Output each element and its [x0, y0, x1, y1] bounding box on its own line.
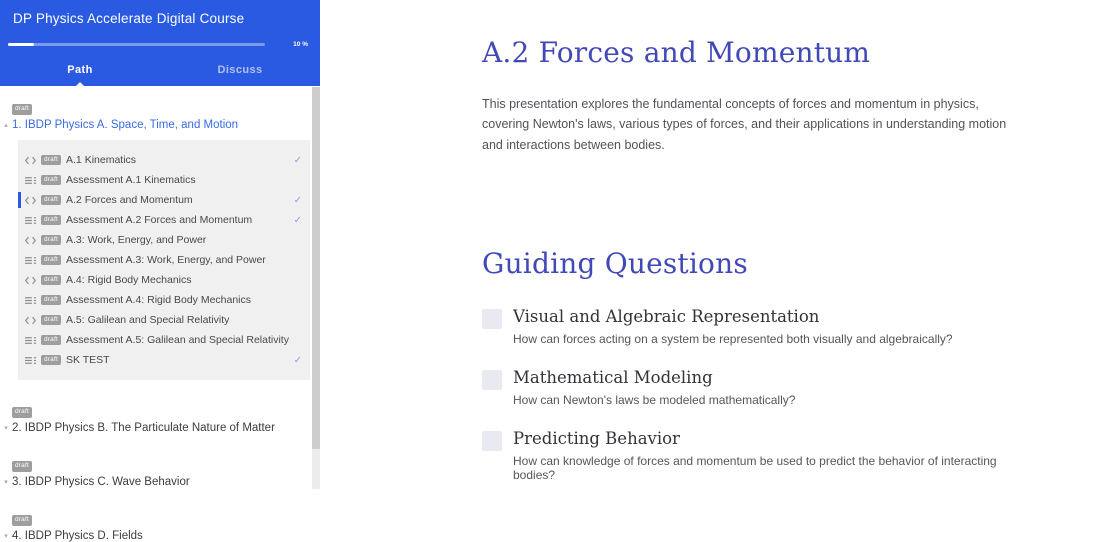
check-icon: ✓ [293, 214, 302, 226]
toc-icon [25, 296, 36, 305]
lesson-item-label: Assessment A.2 Forces and Momentum [66, 214, 253, 226]
draft-badge: draft [41, 195, 61, 206]
sidebar-scrollbar[interactable] [312, 87, 320, 489]
check-icon: ✓ [293, 154, 302, 166]
section-title-link[interactable]: 3. IBDP Physics C. Wave Behavior [12, 476, 190, 488]
lesson-item[interactable] [18, 210, 310, 230]
toc-icon [25, 256, 36, 265]
check-icon: ✓ [293, 354, 302, 366]
expand-arrow-icon[interactable]: ▾ [4, 533, 8, 540]
section-title-link[interactable]: 4. IBDP Physics D. Fields [12, 530, 143, 542]
section-title-link[interactable]: 1. IBDP Physics A. Space, Time, and Motion [12, 119, 239, 131]
check-icon: ✓ [293, 194, 302, 206]
lesson-item[interactable] [18, 230, 310, 250]
lesson-item-label: A.1 Kinematics [66, 154, 137, 166]
toc-icon [25, 216, 36, 225]
lesson-item-label: Assessment A.5: Galilean and Special Relativity [66, 334, 289, 346]
lesson-item[interactable] [18, 350, 310, 370]
lesson-item-label: Assessment A.1 Kinematics [66, 174, 196, 186]
course-sidebar [0, 0, 320, 542]
sidebar-tabs [0, 57, 320, 87]
tab-discuss[interactable]: Discuss [217, 64, 263, 76]
draft-badge: draft [41, 255, 61, 266]
lesson-item-label: A.2 Forces and Momentum [66, 194, 193, 206]
question-text: How can knowledge of forces and momentum be used to predict the behavior of interacting bodies? [513, 453, 997, 482]
progress-percent-label: 10 % [293, 41, 308, 48]
draft-badge: draft [41, 215, 61, 226]
lesson-title: A.2 Forces and Momentum [482, 36, 871, 69]
course-section [0, 508, 320, 542]
guiding-question [482, 429, 1040, 482]
code-icon [25, 156, 36, 165]
bullet-square-icon [482, 309, 502, 329]
lesson-item-label: A.4: Rigid Body Mechanics [66, 274, 192, 286]
draft-badge: draft [12, 104, 32, 115]
tab-path[interactable]: Path [67, 64, 93, 76]
guiding-question [482, 307, 1040, 346]
progress-fill [8, 43, 34, 46]
toc-icon [25, 176, 36, 185]
progress-bar [8, 43, 265, 46]
lesson-item[interactable] [18, 310, 310, 330]
code-icon [25, 236, 36, 245]
course-section [0, 454, 320, 488]
lesson-item[interactable] [18, 190, 310, 210]
bullet-square-icon [482, 370, 502, 390]
lesson-item-label: A.3: Work, Energy, and Power [66, 234, 207, 246]
lesson-item-label: Assessment A.4: Rigid Body Mechanics [66, 294, 252, 306]
lesson-item[interactable] [18, 170, 310, 190]
guiding-questions-list [482, 307, 1040, 482]
code-icon [25, 276, 36, 285]
course-section [0, 400, 320, 434]
draft-badge: draft [41, 235, 61, 246]
question-title: Mathematical Modeling [513, 367, 713, 387]
draft-badge: draft [12, 515, 32, 526]
lesson-intro: This presentation explores the fundamental concepts of forces and momentum in physics, covering Newton's laws, various types of forces, and their applications in understanding motion and interactions between bodies. [482, 97, 1007, 152]
guiding-questions-heading: Guiding Questions [482, 246, 748, 280]
expand-arrow-icon[interactable]: ▴ [4, 122, 8, 129]
expand-arrow-icon[interactable]: ▾ [4, 425, 8, 432]
lesson-item-label: Assessment A.3: Work, Energy, and Power [66, 254, 266, 266]
draft-badge: draft [41, 155, 61, 166]
draft-badge: draft [41, 335, 61, 346]
code-icon [25, 316, 36, 325]
question-title: Visual and Algebraic Representation [513, 306, 820, 326]
course-path-tree [0, 86, 320, 542]
draft-badge: draft [41, 275, 61, 286]
draft-badge: draft [41, 315, 61, 326]
draft-badge: draft [12, 407, 32, 418]
course-progress [0, 41, 320, 48]
expand-arrow-icon[interactable]: ▾ [4, 479, 8, 486]
draft-badge: draft [41, 355, 61, 366]
question-title: Predicting Behavior [513, 428, 680, 448]
sidebar-header [0, 0, 320, 86]
toc-icon [25, 336, 36, 345]
lesson-item[interactable] [18, 330, 310, 350]
draft-badge: draft [41, 295, 61, 306]
draft-badge: draft [12, 461, 32, 472]
lesson-content [320, 0, 1100, 489]
question-text: How can Newton's laws be modeled mathematically? [513, 392, 796, 407]
draft-badge: draft [41, 175, 61, 186]
lesson-item-label: A.5: Galilean and Special Relativity [66, 314, 230, 326]
lesson-item[interactable] [18, 270, 310, 290]
code-icon [25, 196, 36, 205]
course-section [0, 97, 320, 380]
section-items [18, 140, 310, 380]
section-title-link[interactable]: 2. IBDP Physics B. The Particulate Nature of Matter [12, 422, 275, 434]
active-tab-caret-icon [75, 82, 85, 87]
sidebar-scrollbar-thumb[interactable] [312, 87, 320, 449]
question-text: How can forces acting on a system be represented both visually and algebraically? [513, 331, 953, 346]
lesson-item[interactable] [18, 150, 310, 170]
bullet-square-icon [482, 431, 502, 451]
guiding-question [482, 368, 1040, 407]
course-title: DP Physics Accelerate Digital Course [13, 11, 245, 26]
lesson-item-label: SK TEST [66, 354, 110, 366]
lesson-item[interactable] [18, 250, 310, 270]
toc-icon [25, 356, 36, 365]
lesson-item[interactable] [18, 290, 310, 310]
